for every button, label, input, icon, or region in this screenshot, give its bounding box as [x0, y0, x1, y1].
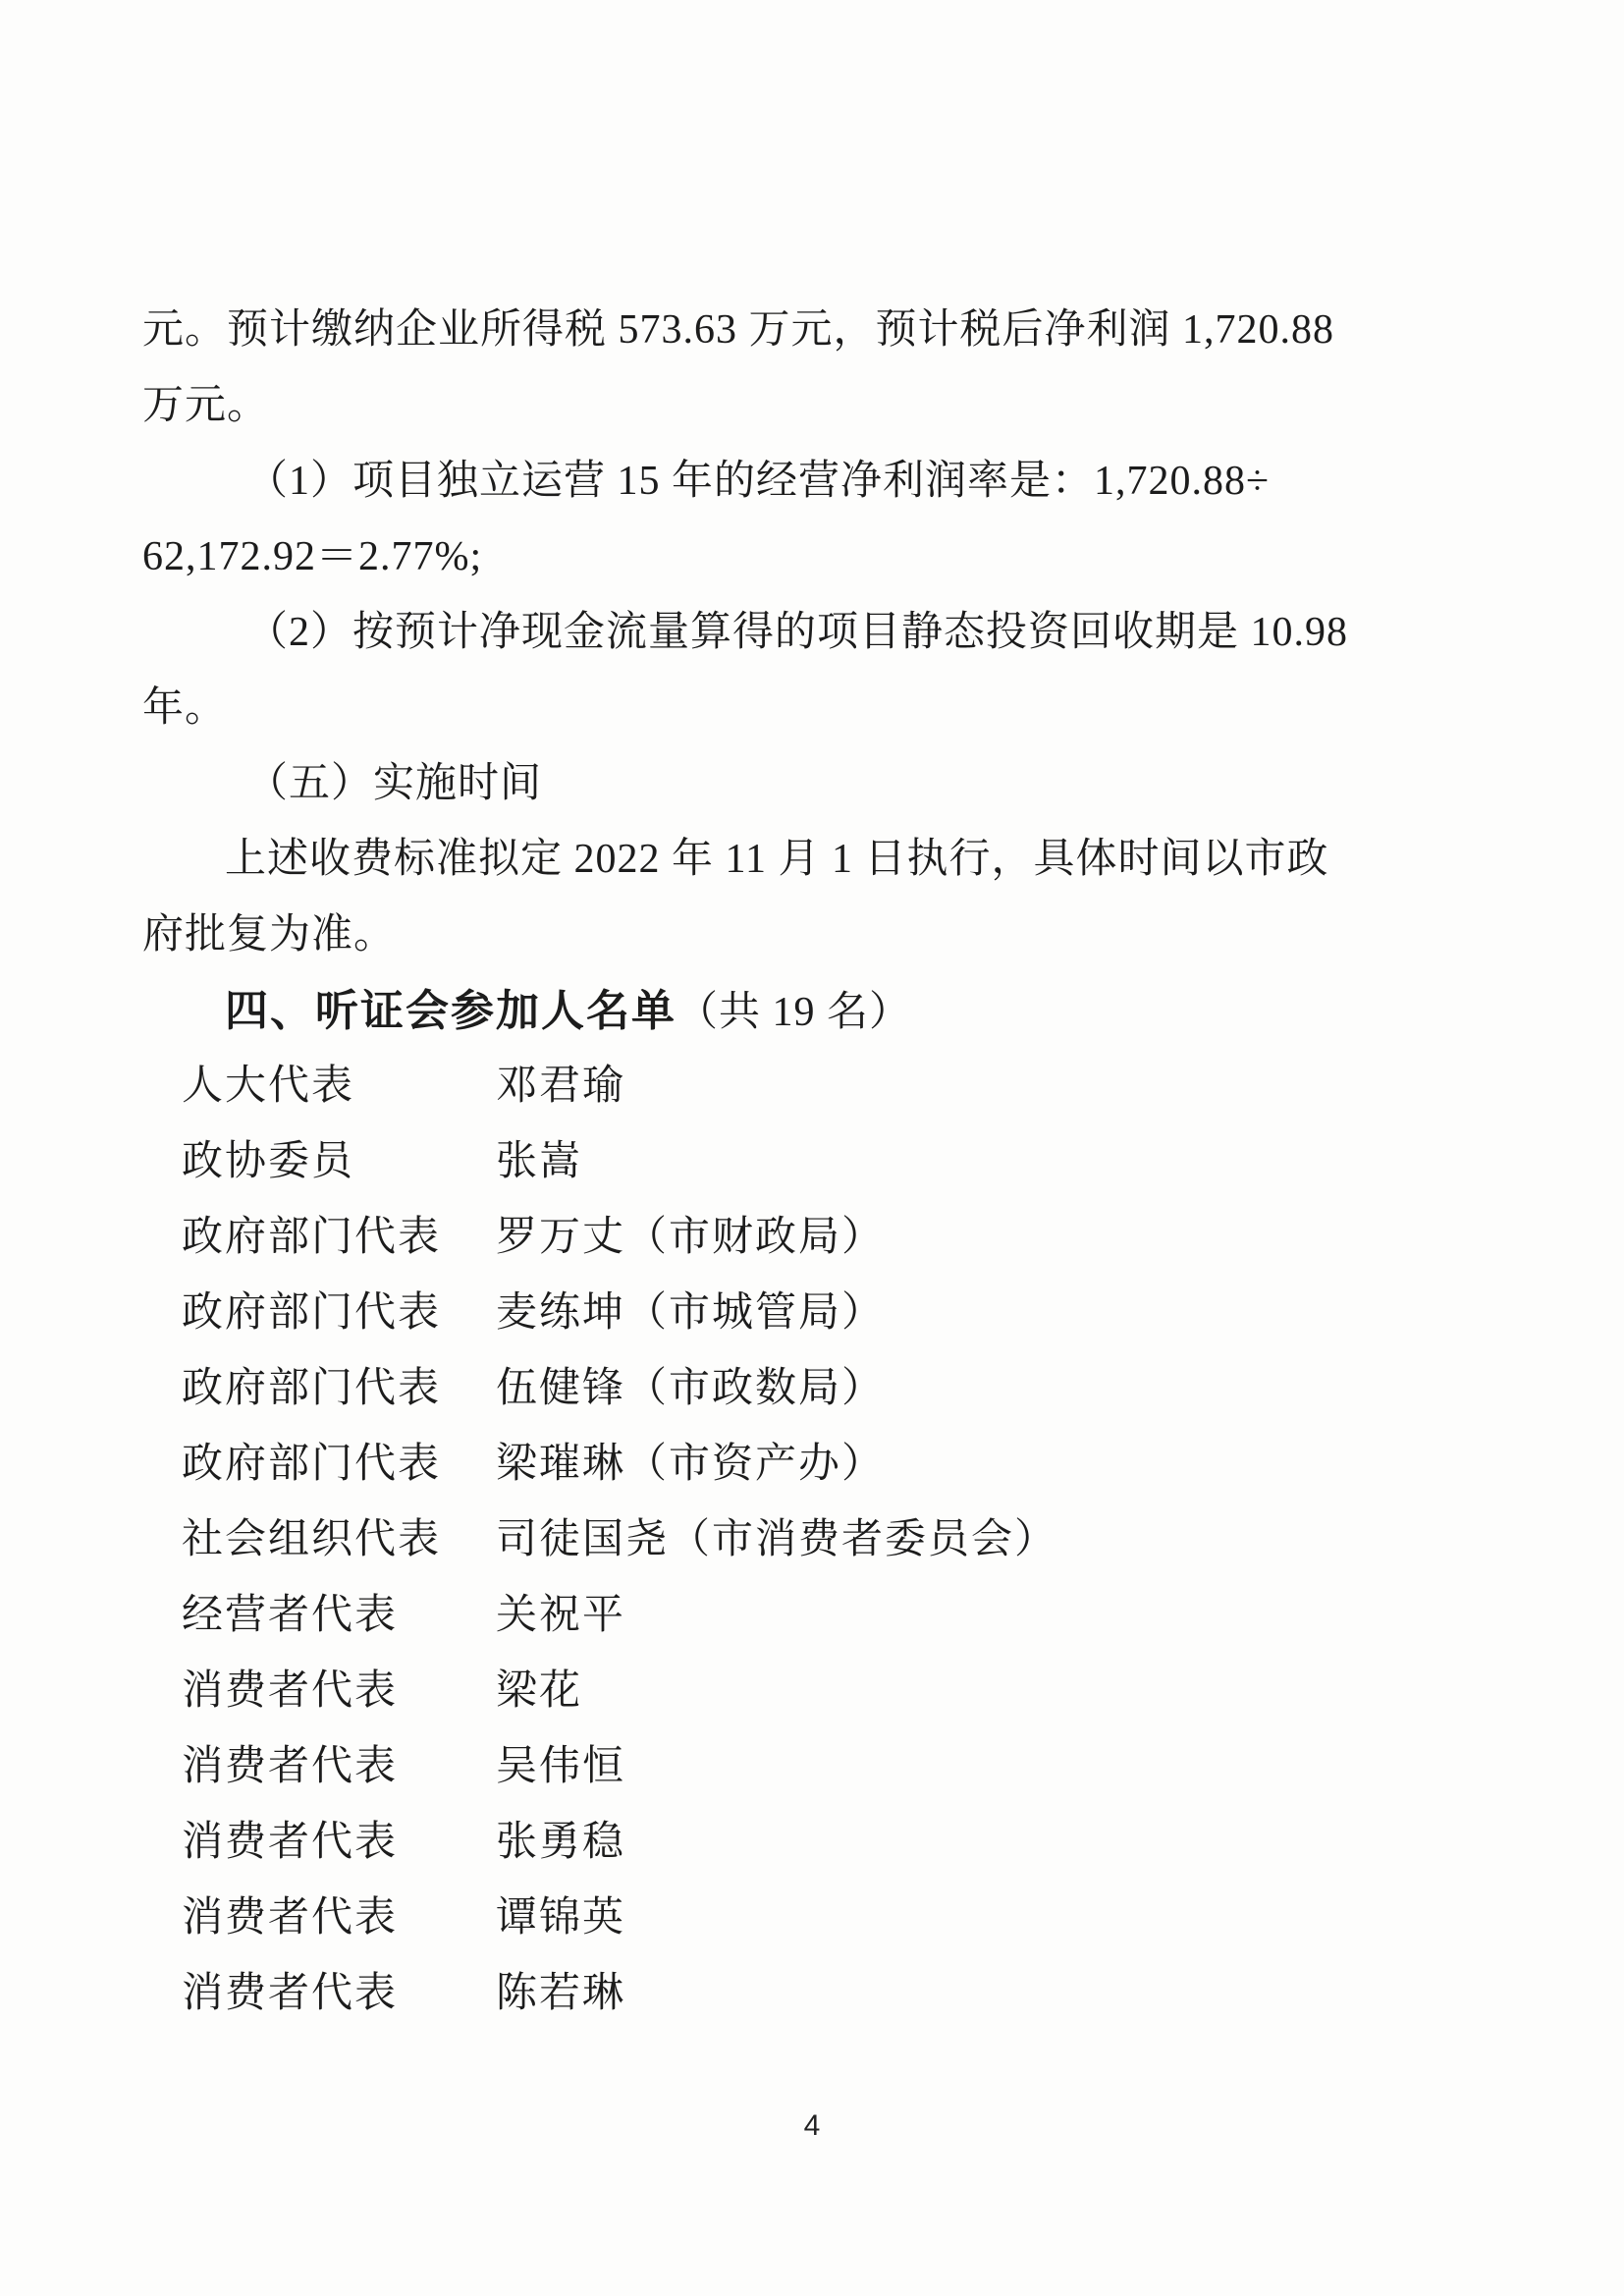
participant-row: [142, 1124, 1495, 1200]
body-line: 年。: [142, 685, 228, 731]
participant-row: [142, 1805, 1495, 1881]
participant-name: 梁璀琳（市资产办）: [496, 1442, 886, 1487]
participant-row: [142, 1654, 1495, 1729]
participant-row: [142, 1427, 1495, 1503]
participant-role: 消费者代表: [182, 1744, 399, 1789]
participant-role: 人大代表: [182, 1064, 355, 1109]
participant-name: 麦练坤（市城管局）: [496, 1290, 886, 1336]
body-line: 62,172.92＝2.77%;: [142, 534, 483, 579]
participant-row: [142, 1578, 1495, 1654]
participant-name: 关祝平: [496, 1593, 626, 1638]
participant-row: [142, 1276, 1495, 1351]
participant-role: 政府部门代表: [182, 1442, 442, 1487]
page-number: 4: [803, 2109, 821, 2142]
participant-name: 罗万丈（市财政局）: [496, 1215, 886, 1260]
participant-role: 政府部门代表: [182, 1366, 442, 1411]
section-heading-title: 四、听证会参加人名单: [225, 987, 677, 1035]
participant-role: 社会组织代表: [182, 1517, 442, 1562]
participant-name: 张勇稳: [496, 1820, 626, 1865]
participant-name: 邓君瑜: [496, 1064, 626, 1109]
participant-role: 消费者代表: [182, 1668, 399, 1714]
document-body: [142, 293, 1495, 2032]
participant-name: 梁花: [496, 1668, 583, 1714]
participant-name: 司徒国尧（市消费者委员会）: [496, 1517, 1058, 1562]
body-line: （1）项目独立运营 15 年的经营净利润率是：1,720.88÷: [246, 459, 1271, 504]
body-line: 万元。: [142, 383, 270, 428]
participant-row: [142, 1049, 1495, 1124]
body-line: （2）按预计净现金流量算得的项目静态投资回收期是 10.98: [246, 610, 1349, 655]
participant-role: 政府部门代表: [182, 1215, 442, 1260]
participant-row: [142, 1956, 1495, 2032]
participant-row: [142, 1881, 1495, 1956]
body-line: 府批复为准。: [142, 912, 397, 957]
participant-name: 谭锦英: [496, 1895, 626, 1941]
participant-row: [142, 1729, 1495, 1805]
section-heading-count: （共 19 名）: [677, 990, 912, 1035]
participant-row: [142, 1351, 1495, 1427]
participant-role: 消费者代表: [182, 1820, 399, 1865]
participant-name: 伍健锋（市政数局）: [496, 1366, 886, 1411]
participants-section-heading: [142, 973, 1495, 1049]
participant-role: 消费者代表: [182, 1895, 399, 1941]
participant-name: 张嵩: [496, 1139, 583, 1184]
participant-role: 政协委员: [182, 1139, 355, 1184]
participant-role: 消费者代表: [182, 1971, 399, 2016]
body-line: 上述收费标准拟定 2022 年 11 月 1 日执行，具体时间以市政: [225, 837, 1329, 882]
participant-row: [142, 1503, 1495, 1578]
participant-row: [142, 1200, 1495, 1276]
participant-role: 政府部门代表: [182, 1290, 442, 1336]
participant-name: 吴伟恒: [496, 1744, 626, 1789]
participant-role: 经营者代表: [182, 1593, 399, 1638]
body-line-subheading: （五）实施时间: [246, 761, 543, 806]
body-line: 元。预计缴纳企业所得税 573.63 万元，预计税后净利润 1,720.88: [142, 307, 1335, 353]
participant-name: 陈若琳: [496, 1971, 626, 2016]
